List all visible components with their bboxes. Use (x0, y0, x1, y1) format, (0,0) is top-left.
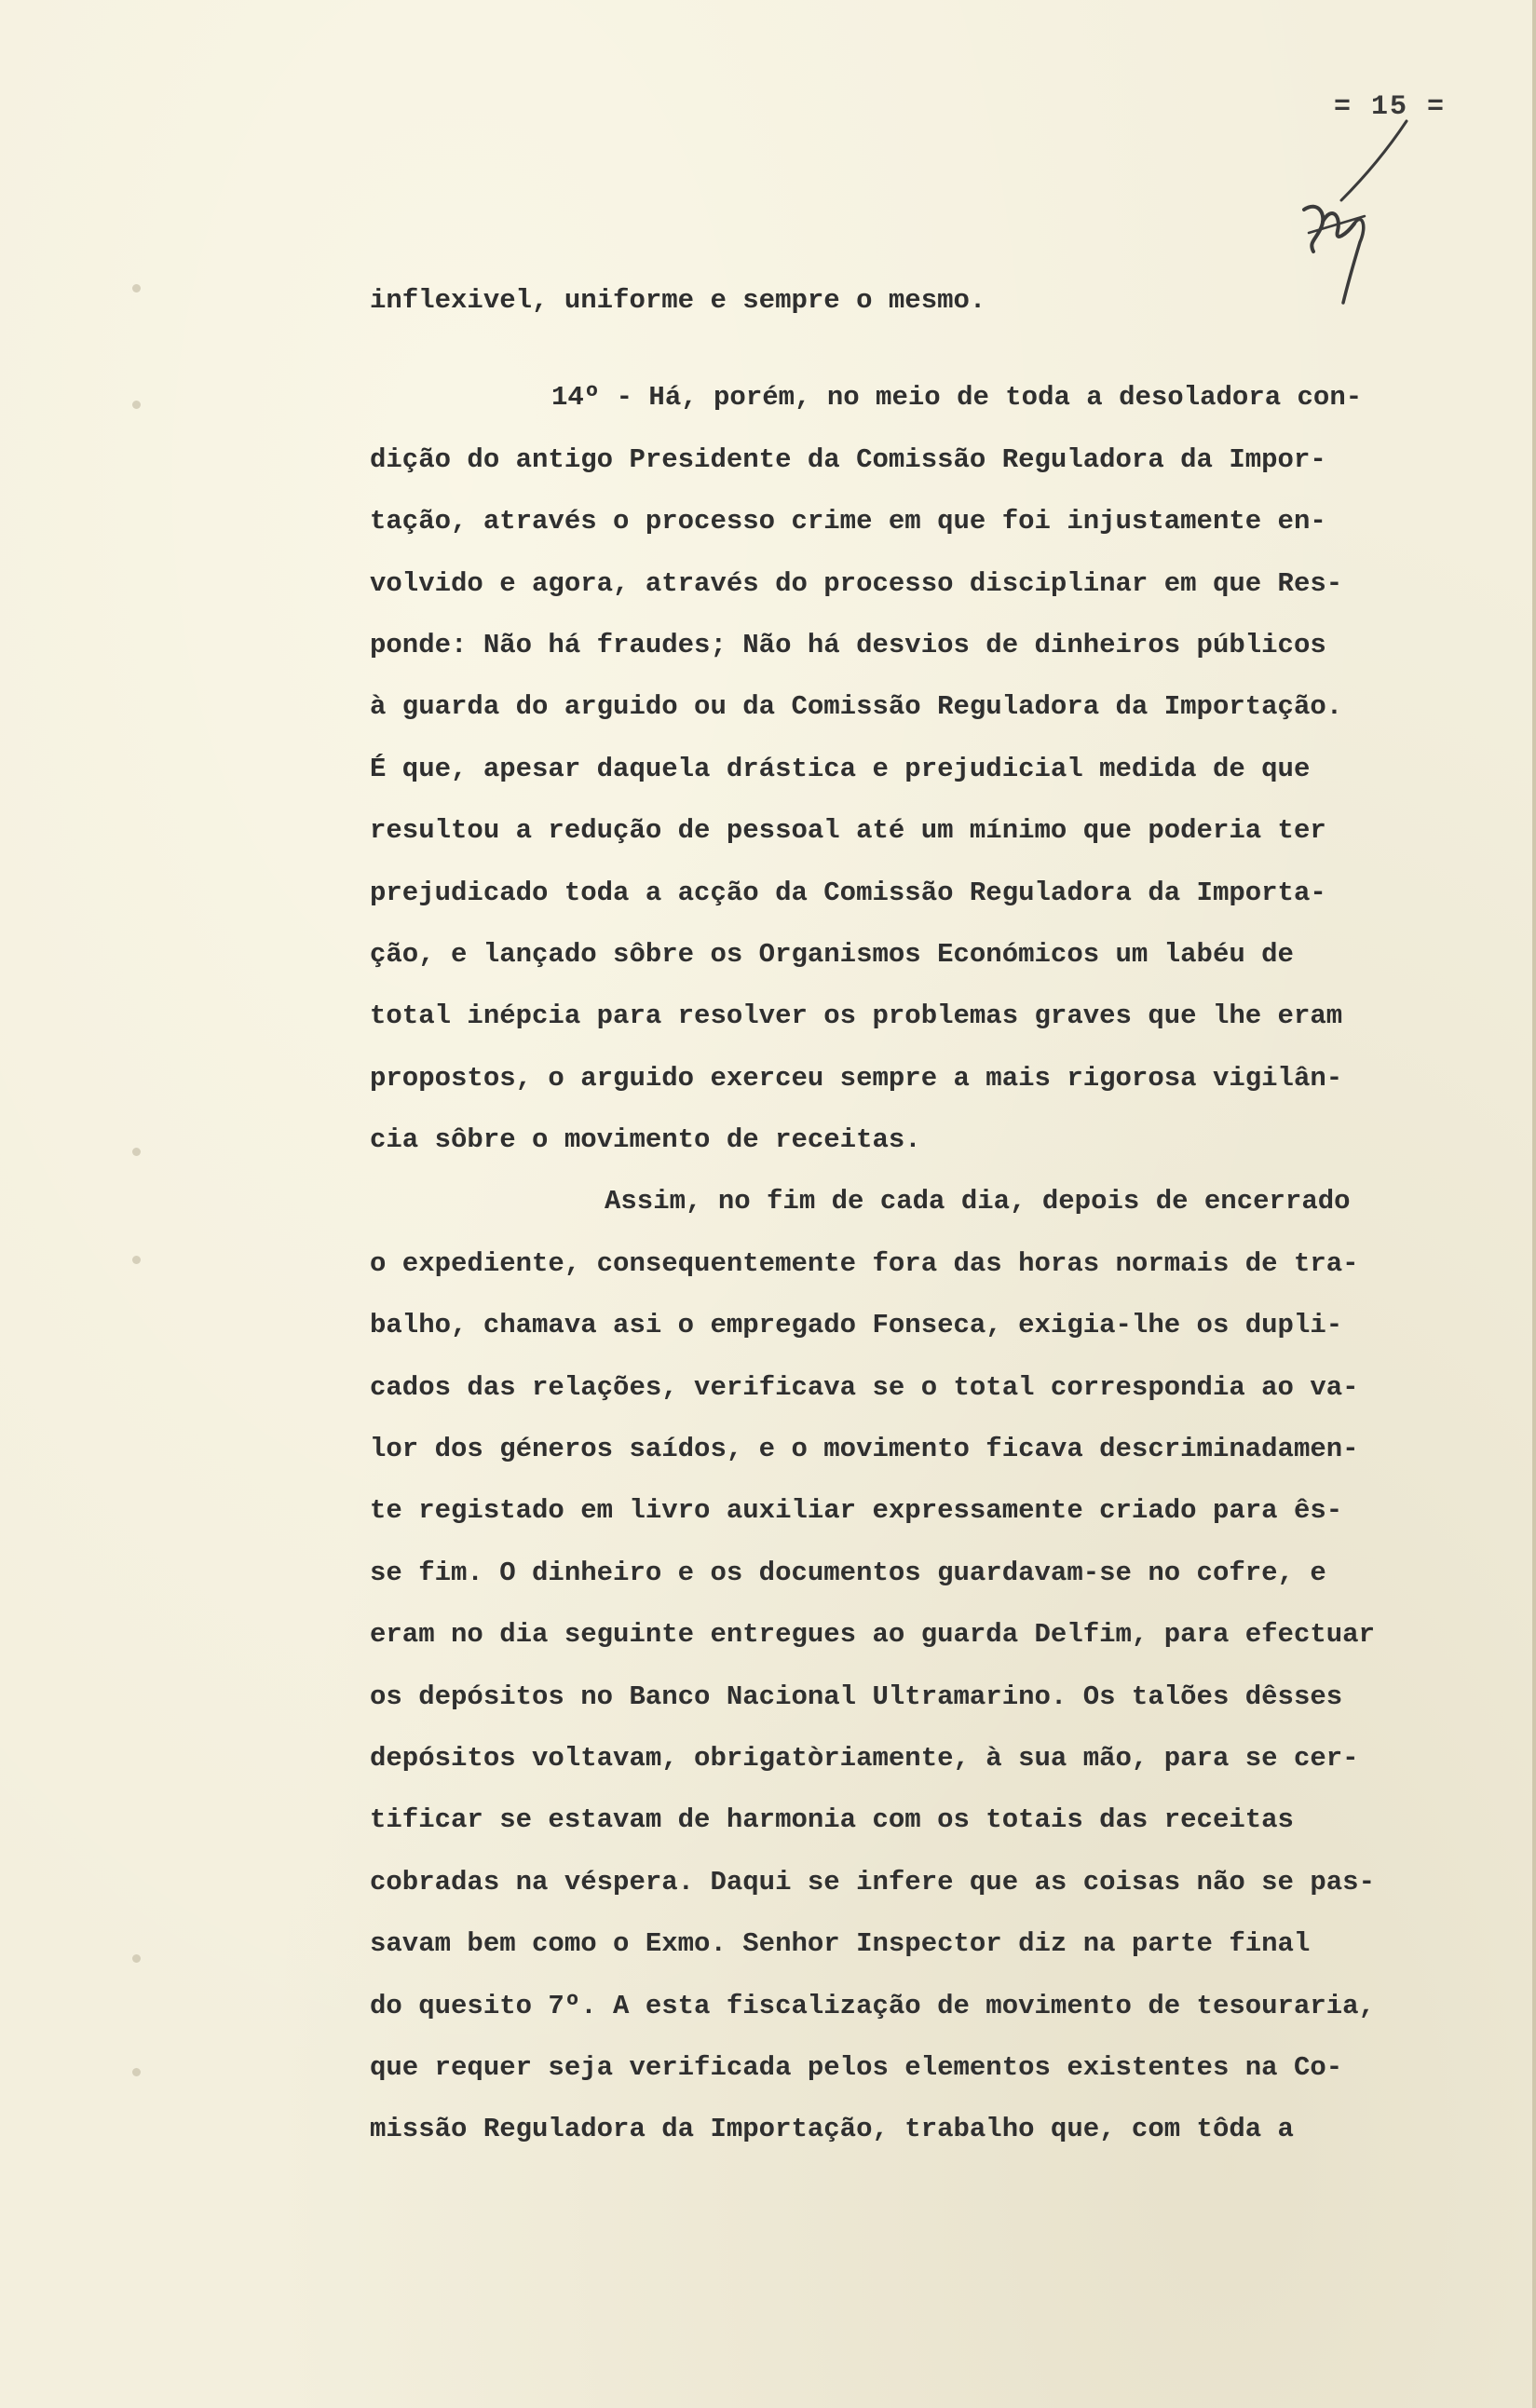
text-line: inflexivel, uniforme e sempre o mesmo. (370, 285, 986, 316)
text-line: eram no dia seguinte entregues ao guarda Delfim, para efectuar (370, 1619, 1375, 1651)
punch-hole-mark (132, 1148, 141, 1156)
text-line: prejudicado toda a acção da Comissão Reguladora da Importa- (370, 877, 1326, 908)
text-line: que requer seja verificada pelos elementos existentes na Co- (370, 2051, 1343, 2083)
text-line: à guarda do arguido ou da Comissão Reguladora da Importação. (370, 691, 1343, 723)
text-line: se fim. O dinheiro e os documentos guardavam-se no cofre, e (370, 1557, 1326, 1588)
text-line: resultou a redução de pessoal até um mínimo que poderia ter (370, 815, 1326, 847)
text-line: cia sôbre o movimento de receitas. (370, 1124, 921, 1156)
page-edge (1532, 0, 1536, 2408)
text-line: cados das relações, verificava se o total correspondia ao va- (370, 1371, 1359, 1403)
text-line: ponde: Não há fraudes; Não há desvios de dinheiros públicos (370, 629, 1326, 660)
text-line: É que, apesar daquela drástica e prejudicial medida de que (370, 753, 1311, 784)
punch-hole-mark (132, 284, 141, 292)
text-line: missão Reguladora da Importação, trabalho que, com tôda a (370, 2114, 1294, 2145)
punch-hole-mark (132, 1954, 141, 1963)
typed-body-text (370, 270, 1502, 2161)
text-line: Assim, no fim de cada dia, depois de encerrado (605, 1186, 1351, 1218)
text-line: os depósitos no Banco Nacional Ultramarino. Os talões dêsses (370, 1680, 1343, 1712)
text-line: savam bem como o Exmo. Senhor Inspector diz na parte final (370, 1928, 1311, 1960)
punch-hole-mark (132, 401, 141, 409)
text-line: do quesito 7º. A esta fiscalização de movimento de tesouraria, (370, 1990, 1375, 2021)
text-line: depósitos voltavam, obrigatòriamente, à sua mão, para se cer- (370, 1742, 1359, 1774)
text-line: cobradas na véspera. Daqui se infere que as coisas não se pas- (370, 1866, 1375, 1898)
text-line: ção, e lançado sôbre os Organismos Económicos um labéu de (370, 938, 1294, 970)
text-line: o expediente, consequentemente fora das horas normais de tra- (370, 1247, 1359, 1279)
text-line: total inépcia para resolver os problemas graves que lhe eram (370, 1000, 1343, 1032)
text-line: te registado em livro auxiliar expressamente criado para ês- (370, 1495, 1343, 1527)
punch-hole-mark (132, 1256, 141, 1264)
text-line: tificar se estavam de harmonia com os totais das receitas (370, 1804, 1294, 1836)
text-line: 14º - Há, porém, no meio de toda a desoladora con- (551, 382, 1363, 414)
paragraph-spacer (370, 332, 1502, 367)
text-line: propostos, o arguido exerceu sempre a mais rigorosa vigilân- (370, 1062, 1343, 1094)
text-line: balho, chamava asi o empregado Fonseca, exigia-lhe os dupli- (370, 1310, 1343, 1341)
text-line: volvido e agora, através do processo disciplinar em que Res- (370, 567, 1343, 599)
text-line: lor dos géneros saídos, e o movimento ficava descriminadamen- (370, 1434, 1359, 1465)
text-line: tação, através o processo crime em que foi injustamente en- (370, 506, 1326, 537)
page-number: = 15 = (1334, 91, 1447, 123)
text-line: dição do antigo Presidente da Comissão Reguladora da Impor- (370, 443, 1326, 475)
punch-hole-mark (132, 2068, 141, 2076)
